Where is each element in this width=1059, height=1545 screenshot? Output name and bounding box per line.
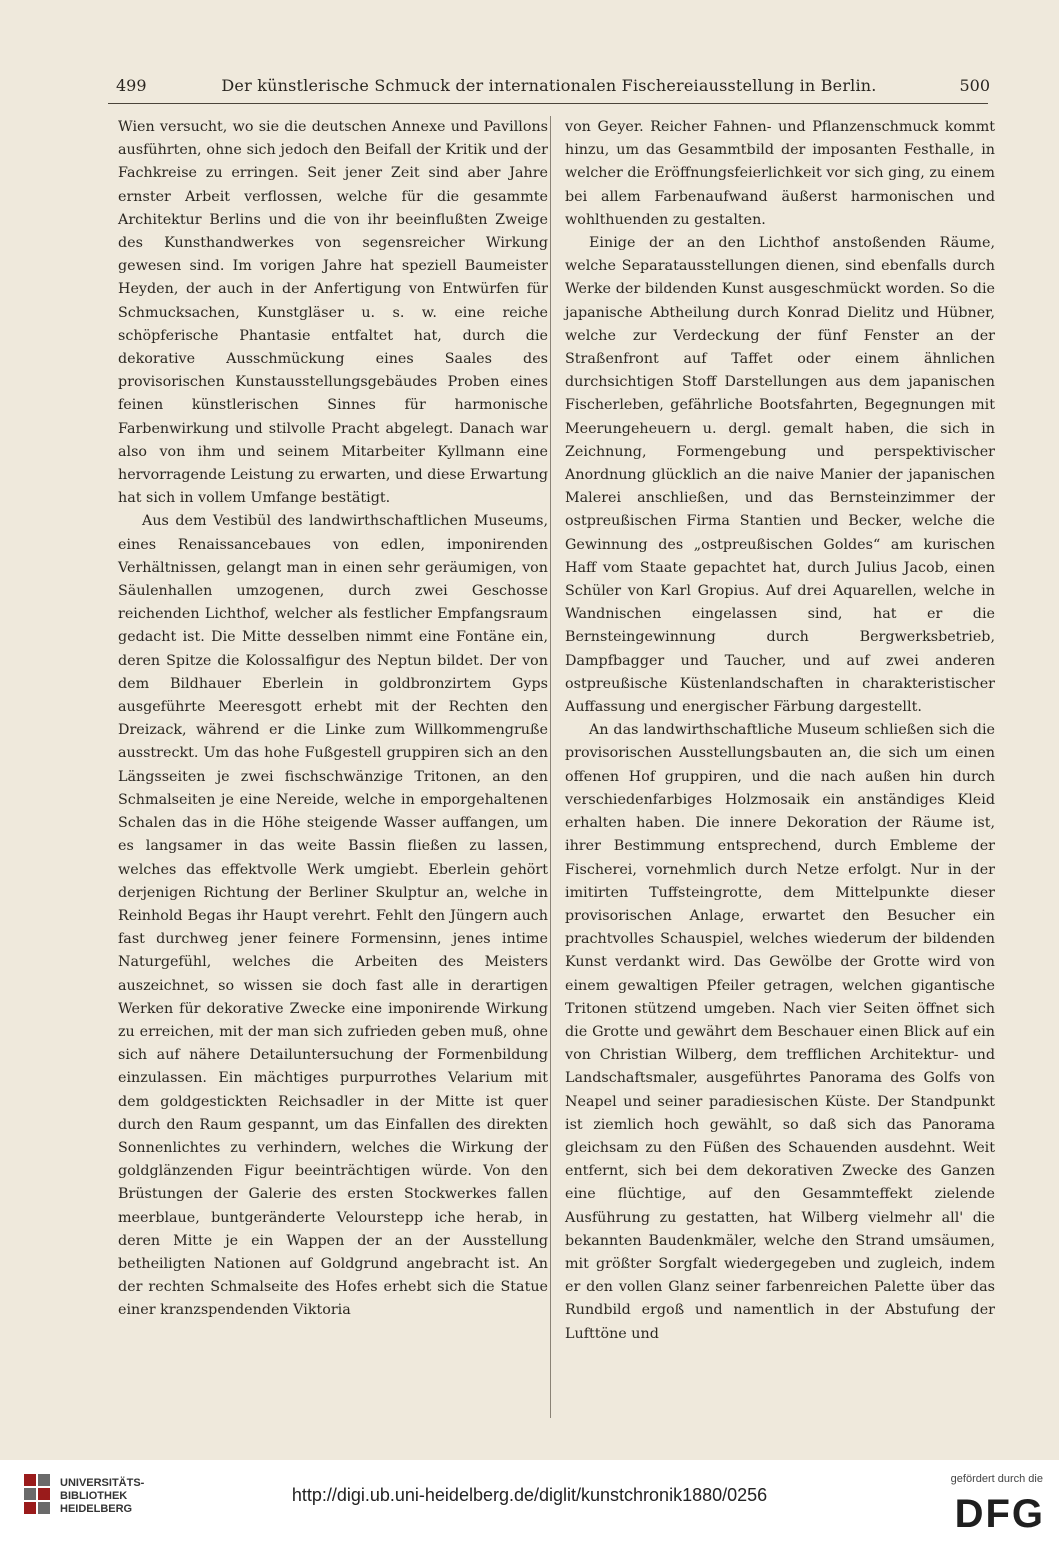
funding-note: gefördert durch die bbox=[950, 1473, 1043, 1485]
paragraph: An das landwirthschaftliche Museum schließen sich die provisorischen Ausstellungsbauten an, die sich um einen offenen Hof gruppiren, und die nach außen hin durch verschiedenfarbiges Holzmosaik ein anständiges Kleid erhalten haben. Die innere Dekoration der Räume ist, ihrer Bestimmung entsprechend, durch Embleme der Fischerei, vornehmlich durch Netze erfolgt. Nur in der imitirten Tuffsteingrotte, dem Mittelpunkte dieser provisorischen Anlage, erwartet den Besucher ein prachtvolles Schauspiel, welches wiederum der bildenden Kunst verdankt wird. Das Gewölbe der Grotte wird von einem gewaltigen Pfeiler getragen, welchen gigantische Tritonen stützend umgeben. Nach vier Seiten öffnet sich die Grotte und gewährt dem Beschauer einen Blick auf ein von Christian Wilberg, dem trefflichen Architektur- und Landschaftsmaler, ausgeführtes Panorama des Golfs von Neapel und seiner paradiesischen Küste. Der Standpunkt ist ziemlich hoch gewählt, so daß sich das Panorama gleichsam zu den Füßen des Schauenden ausdehnt. Weit entfernt, sich bei dem dekorativen Zwecke des Ganzen eine flüchtige, auf den Gesammteffekt zielende Ausführung zu gestatten, hat Wilberg vielmehr all' die bekannten Baudenkmäler, welche den Strand umsäumen, mit größter Sorgfalt wiedergegeben und zugleich, indem er den vollen Glanz seiner farbenreichen Palette über das Rundbild ergoß und namentlich in der Abstufung der Lufttöne und bbox=[565, 722, 995, 1342]
right-column bbox=[565, 116, 995, 1416]
page-number-right: 500 bbox=[959, 76, 990, 95]
paragraph: Einige der an den Lichthof anstoßenden Räume, welche Separatausstellungen dienen, sind ebenfalls durch Werke der bildenden Kunst ausgeschmückt worden. So die japanische Abtheilung durch Konrad Dielitz und Hübner, welche zur Verdeckung der fünf Fenster an der Straßenfront auf Taffet oder einem ähnlichen durchsichtigen Stoff Darstellungen aus dem japanischen Fischerleben, gefährliche Bootsfahrten, Begegnungen mit Meerungeheuern u. dergl. gemalt haben, die sich in Zeichnung, Formengebung und perspektivischer Anordnung glücklich an die naive Manier der japanischen Malerei anschließen, und das Bernsteinzimmer der ostpreußischen Firma Stantien und Becker, welche die Gewinnung des „ostpreußischen Goldes“ am kurischen Haff vom Staate gepachtet hat, durch Julius Jacob, einen Schüler von Karl Gropius. Auf drei Aquarellen, welche in Wandnischen eingelassen sind, hat er die Bernsteingewinnung durch Bergwerksbetrieb, Dampfbagger und Taucher, und auf zwei anderen ostpreußische Küstenlandschaften in charakteristischer Auffassung und energischer Färbung dargestellt. bbox=[565, 235, 995, 716]
header-title: Der künstlerische Schmuck der internationalen Fischereiausstellung in Berlin. bbox=[221, 76, 877, 95]
library-name: UNIVERSITÄTS- BIBLIOTHEK HEIDELBERG bbox=[60, 1477, 145, 1515]
source-url-link[interactable]: http://digi.ub.uni-heidelberg.de/diglit/kunstchronik1880/0256 bbox=[291, 1485, 768, 1505]
running-header bbox=[108, 72, 990, 100]
left-column bbox=[118, 116, 548, 1416]
dfg-logo: DFG bbox=[954, 1492, 1045, 1536]
header-rule bbox=[108, 103, 988, 104]
column-divider bbox=[550, 116, 551, 1418]
digitization-footer bbox=[0, 1460, 1059, 1545]
page-number-left: 499 bbox=[116, 76, 147, 95]
paragraph: Aus dem Vestibül des landwirthschaftlichen Museums, eines Renaissancebaues von edlen, imponirenden Verhältnissen, gelangt man in einen sehr geräumigen, von Säulenhallen umzogenen, durch zwei Geschosse reichenden Lichthof, welcher als festlicher Empfangsraum gedacht ist. Die Mitte desselben nimmt eine Fontäne ein, deren Spitze die Kolossalfigur des Neptun bildet. Der von dem Bildhauer Eberlein in goldbronzirtem Gyps ausgeführte Meeresgott erhebt mit der Rechten den Dreizack, während er die Linke zum Willkommengruße ausstreckt. Um das hohe Fußgestell gruppiren sich an den Längsseiten je zwei fischschwänzige Tritonen, an den Schmalseiten je eine Nereide, welche in emporgehaltenen Schalen das in die Höhe steigende Wasser auffangen, um es langsamer in das weite Bassin fließen zu lassen, welches das effektvolle Werk umgiebt. Eberlein gehört derjenigen Richtung der Berliner Skulptur an, welche in Reinhold Begas ihr Haupt verehrt. Fehlt den Jüngern auch fast durchweg jener feinere Formensinn, jenes intime Naturgefühl, welches die Arbeiten des Meisters auszeichnet, so wissen sie doch fast alle in derartigen Werken für dekorative Zwecke eine imponirende Wirkung zu erreichen, mit der man sich zufrieden geben muß, ohne sich auf nähere Detailuntersuchung der Formenbildung einzulassen. Ein mächtiges purpurrothes Velarium mit dem goldgestickten Reichsadler in der Mitte ist quer durch den Raum gespannt, um das Einfallen des direkten Sonnenlichtes zu verhindern, welches die Wirkung der goldglänzenden Figur beeinträchtigen würde. Von den Brüstungen der Galerie des ersten Stockwerkes fallen meerblaue, buntgeränderte Velourstepp iche herab, in deren Mitte je ein Wappen der an der Ausstellung betheiligten Nationen auf Goldgrund angebracht ist. An der rechten Schmalseite des Hofes erhebt sich die Statue einer kranzspendenden Viktoria bbox=[118, 513, 548, 1319]
paragraph: von Geyer. Reicher Fahnen- und Pflanzenschmuck kommt hinzu, um das Gesammtbild der imposanten Festhalle, in welcher die Eröffnungsfeierlichkeit vor sich ging, zu einem bei allem Farbenaufwand äußerst harmonischen und wohlthuenden zu gestalten. bbox=[565, 119, 995, 228]
paragraph: Wien versucht, wo sie die deutschen Annexe und Pavillons ausführten, ohne sich jedoch den Beifall der Kritik und der Fachkreise zu erringen. Seit jener Zeit sind aber Jahre ernster Arbeit verflossen, welche für die gesammte Architektur Berlins und die von ihr beeinflußten Zweige des Kunsthandwerkes von segensreicher Wirkung gewesen sind. Im vorigen Jahre hat speziell Baumeister Heyden, der auch in der Anfertigung von Entwürfen für Schmucksachen, Kunstgläser u. s. w. eine reiche schöpferische Phantasie entfaltet hat, durch die dekorative Ausschmückung eines Saales des provisorischen Kunstausstellungsgebäudes Proben eines feinen künstlerischen Sinnes für harmonische Farbenwirkung und stilvolle Pracht abgelegt. Danach war also von ihm und seinem Mitarbeiter Kyllmann eine hervorragende Leistung zu erwarten, und diese Erwartung hat sich in vollem Umfange bestätigt. bbox=[118, 119, 548, 507]
